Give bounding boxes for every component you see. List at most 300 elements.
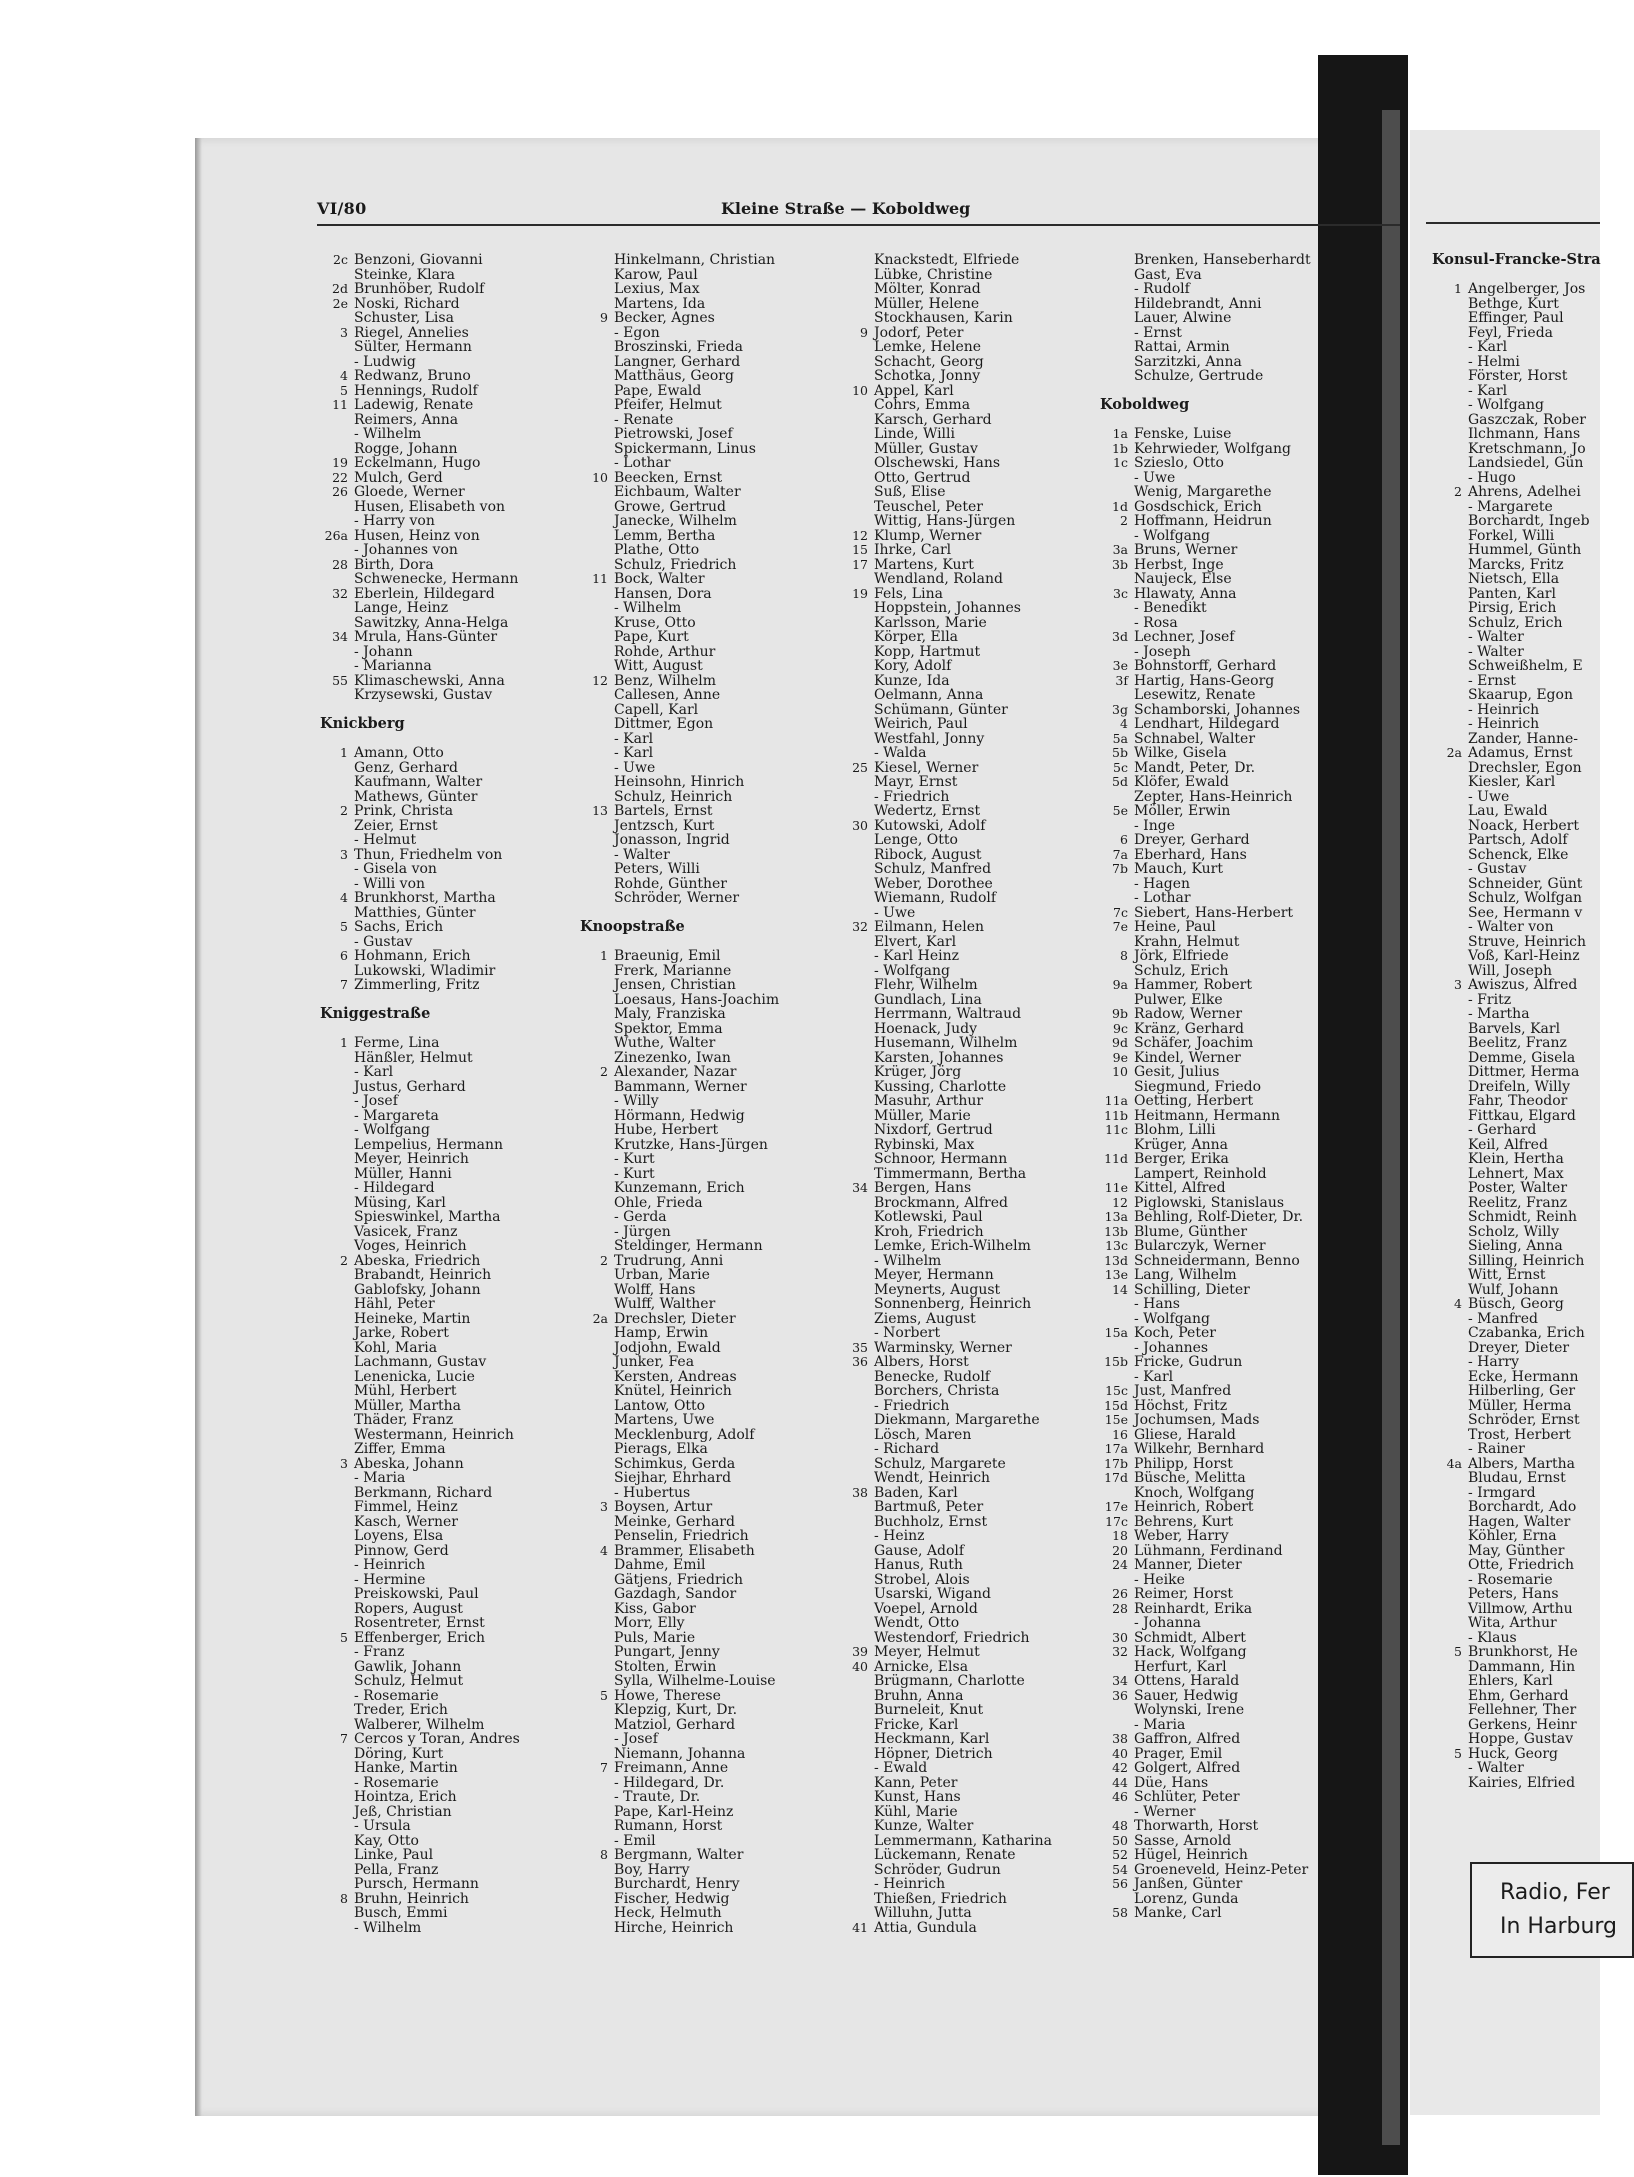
- directory-entry: [318, 572, 568, 587]
- resident-name: Voß, Karl-Heinz: [1468, 948, 1580, 964]
- resident-name: Köhler, Erna: [1468, 1528, 1557, 1544]
- directory-entry: [1432, 732, 1632, 747]
- directory-entry: [1432, 1573, 1632, 1588]
- directory-entry: [578, 1544, 828, 1559]
- resident-name: Lempelius, Hermann: [354, 1136, 504, 1153]
- directory-entry: [578, 1065, 828, 1080]
- resident-name: - Karl: [614, 745, 654, 761]
- resident-name: Wulff, Walther: [614, 1296, 716, 1312]
- directory-entry: [1432, 1428, 1632, 1443]
- directory-entry: [1432, 369, 1632, 384]
- resident-name: Fels, Lina: [874, 585, 943, 602]
- directory-entry: [1098, 1761, 1348, 1776]
- resident-name: - Hans: [1134, 1296, 1180, 1312]
- resident-name: - Hildegard, Dr.: [614, 1774, 725, 1791]
- directory-entry: [1432, 355, 1632, 370]
- house-number: 3g: [1112, 701, 1128, 717]
- resident-name: Kruse, Otto: [614, 614, 696, 631]
- directory-entry: [1432, 384, 1632, 399]
- resident-name: Wendt, Heinrich: [874, 1470, 991, 1486]
- resident-name: Klimaschewski, Anna: [354, 672, 505, 689]
- resident-name: Pape, Kurt: [614, 629, 689, 645]
- directory-entry: [1098, 891, 1348, 906]
- directory-entry: [318, 645, 568, 660]
- directory-entry: [578, 1181, 828, 1196]
- directory-entry: [1098, 833, 1348, 848]
- directory-entry: [578, 688, 828, 703]
- directory-entry: [578, 268, 828, 283]
- directory-entry: [838, 833, 1088, 848]
- house-number: 38: [1112, 1731, 1128, 1746]
- directory-entry: [318, 1312, 568, 1327]
- resident-name: Höpner, Dietrich: [874, 1745, 993, 1762]
- directory-entry: [318, 630, 568, 645]
- resident-name: Schulz, Erich: [1134, 962, 1229, 979]
- resident-name: Sasse, Arnold: [1134, 1832, 1232, 1849]
- directory-entry: [578, 442, 828, 457]
- resident-name: Frerk, Marianne: [614, 962, 732, 979]
- resident-name: Schlüter, Peter: [1134, 1789, 1240, 1805]
- directory-entry: [1098, 1399, 1348, 1414]
- directory-column-4: [1098, 253, 1348, 1921]
- directory-entry: [1098, 616, 1348, 631]
- resident-name: Justus, Gerhard: [354, 1078, 466, 1095]
- directory-entry: [318, 297, 568, 312]
- resident-name: - Werner: [1134, 1803, 1196, 1820]
- directory-entry: [578, 746, 828, 761]
- resident-name: Loesaus, Hans-Joachim: [614, 991, 780, 1008]
- directory-entry: [318, 587, 568, 602]
- directory-entry: [1432, 848, 1632, 863]
- directory-entry: [1432, 688, 1632, 703]
- resident-name: Prink, Christa: [354, 803, 454, 819]
- directory-entry: [1432, 1254, 1632, 1269]
- resident-name: Jonasson, Ingrid: [614, 832, 730, 848]
- directory-entry: [838, 1123, 1088, 1138]
- directory-entry: [578, 384, 828, 399]
- directory-entry: [578, 500, 828, 515]
- resident-name: Panten, Karl: [1468, 585, 1556, 602]
- resident-name: Wendt, Otto: [874, 1615, 960, 1631]
- house-number: 2: [340, 1252, 348, 1268]
- directory-entry: [578, 1210, 828, 1225]
- resident-name: Nietsch, Ella: [1468, 571, 1560, 587]
- street-heading: Koboldweg: [1100, 396, 1190, 413]
- directory-entry: [1432, 1051, 1632, 1066]
- house-number: 3e: [1112, 658, 1128, 673]
- directory-entry: [838, 906, 1088, 921]
- house-number: 5c: [1113, 759, 1128, 775]
- house-number: 16: [1112, 1426, 1128, 1442]
- resident-name: Cohrs, Emma: [874, 397, 971, 413]
- house-number: 34: [332, 629, 348, 644]
- directory-entry: [1098, 645, 1348, 660]
- resident-name: Herrmann, Waltraud: [874, 1006, 1022, 1022]
- resident-name: Wolynski, Irene: [1134, 1702, 1245, 1718]
- resident-name: Brabandt, Heinrich: [354, 1267, 492, 1283]
- directory-entry: [838, 1573, 1088, 1588]
- directory-entry: [318, 1457, 568, 1472]
- directory-entry: [578, 862, 828, 877]
- directory-entry: [578, 1094, 828, 1109]
- resident-name: Klein, Hertha: [1468, 1151, 1564, 1167]
- resident-name: - Benedikt: [1134, 600, 1207, 616]
- directory-entry: [838, 1254, 1088, 1269]
- directory-entry: [838, 1877, 1088, 1892]
- street-heading: Konsul-Francke-Stra: [1432, 251, 1601, 268]
- resident-name: Kopp, Hartmut: [874, 643, 981, 660]
- resident-name: Burchardt, Henry: [614, 1876, 740, 1892]
- resident-name: Ahrens, Adelhei: [1468, 484, 1581, 500]
- resident-name: Lampert, Reinhold: [1134, 1165, 1267, 1182]
- house-number: 30: [852, 817, 868, 833]
- resident-name: Wolff, Hans: [614, 1281, 696, 1298]
- directory-entry: [1098, 877, 1348, 892]
- house-number: 26a: [324, 527, 348, 543]
- directory-entry: [318, 949, 568, 964]
- resident-name: Bartels, Ernst: [614, 803, 713, 819]
- directory-entry: [1432, 1065, 1632, 1080]
- resident-name: Klepzig, Kurt, Dr.: [614, 1702, 738, 1718]
- resident-name: Poster, Walter: [1468, 1180, 1568, 1196]
- directory-entry: [1432, 1413, 1632, 1428]
- resident-name: Kroh, Friedrich: [874, 1223, 984, 1240]
- resident-name: Kretschmann, Jo: [1468, 440, 1586, 457]
- resident-name: Loyens, Elsa: [354, 1528, 444, 1544]
- resident-name: Voges, Heinrich: [354, 1238, 467, 1254]
- resident-name: Growe, Gertrud: [614, 498, 726, 515]
- directory-entry: [1432, 1515, 1632, 1530]
- resident-name: Hinkelmann, Christian: [614, 252, 776, 268]
- resident-name: Büsche, Melitta: [1134, 1470, 1246, 1486]
- resident-name: Gerkens, Heinr: [1468, 1716, 1577, 1733]
- directory-entry: [838, 340, 1088, 355]
- resident-name: - Gustav: [354, 933, 413, 950]
- resident-name: - Johann: [354, 643, 413, 660]
- resident-name: Bohnstorff, Gerhard: [1134, 658, 1277, 674]
- resident-name: Silling, Heinrich: [1468, 1252, 1585, 1269]
- resident-name: - Heinrich: [874, 1876, 946, 1892]
- directory-entry: [578, 1283, 828, 1298]
- house-number: 2d: [332, 281, 348, 296]
- resident-name: - Maria: [1134, 1716, 1186, 1733]
- house-number: 17a: [1104, 1441, 1128, 1456]
- resident-name: Heinrich, Robert: [1134, 1499, 1254, 1515]
- directory-entry: [318, 1529, 568, 1544]
- directory-entry: [1432, 1602, 1632, 1617]
- directory-entry: [318, 413, 568, 428]
- house-number: 9c: [1113, 1020, 1128, 1036]
- directory-entry: [1432, 1181, 1632, 1196]
- resident-name: Attia, Gundula: [874, 1919, 977, 1936]
- resident-name: Lau, Ewald: [1468, 803, 1548, 819]
- resident-name: Penselin, Friedrich: [614, 1528, 749, 1544]
- house-number: 30: [1112, 1629, 1128, 1645]
- directory-entry: [1098, 1558, 1348, 1573]
- directory-entry: [1432, 775, 1632, 790]
- directory-entry: [1098, 1776, 1348, 1791]
- directory-entry: [578, 1573, 828, 1588]
- resident-name: Jochumsen, Mads: [1134, 1412, 1260, 1428]
- resident-name: Jodjohn, Ewald: [614, 1339, 721, 1356]
- directory-entry: [1098, 1080, 1348, 1095]
- directory-entry: [318, 1573, 568, 1588]
- resident-name: Krzysewski, Gustav: [354, 687, 493, 703]
- house-number: 25: [852, 759, 868, 775]
- resident-name: Sylla, Wilhelme-Louise: [614, 1673, 776, 1689]
- resident-name: Lemke, Helene: [874, 339, 982, 355]
- resident-name: Thorwarth, Horst: [1134, 1818, 1259, 1834]
- directory-entry: [578, 674, 828, 689]
- directory-entry: [1098, 326, 1348, 341]
- resident-name: - Josef: [354, 1093, 398, 1109]
- directory-entry: [318, 1196, 568, 1211]
- house-number: 11e: [1104, 1180, 1128, 1195]
- resident-name: Voepel, Arnold: [874, 1600, 978, 1617]
- directory-entry: [1098, 1573, 1348, 1588]
- house-number: 15b: [1104, 1354, 1128, 1369]
- directory-entry: [1098, 340, 1348, 355]
- house-number: 15a: [1104, 1325, 1128, 1340]
- directory-entry: [318, 1268, 568, 1283]
- resident-name: Möller, Erwin: [1134, 803, 1231, 819]
- directory-entry: [838, 993, 1088, 1008]
- directory-entry: [1432, 282, 1632, 297]
- resident-name: Meyer, Hermann: [874, 1267, 994, 1283]
- directory-entry: [838, 1341, 1088, 1356]
- directory-entry: [578, 1152, 828, 1167]
- directory-entry: [318, 964, 568, 979]
- house-number: 9: [600, 310, 608, 325]
- directory-entry: [838, 1326, 1088, 1341]
- directory-entry: [1432, 1776, 1632, 1791]
- directory-entry: [1432, 993, 1632, 1008]
- resident-name: Hansen, Dora: [614, 585, 712, 602]
- resident-name: Zeier, Ernst: [354, 817, 438, 834]
- resident-name: Burneleit, Knut: [874, 1702, 984, 1718]
- resident-name: Kussing, Charlotte: [874, 1078, 1007, 1095]
- house-number: 2: [600, 1064, 608, 1079]
- directory-entry: [838, 1819, 1088, 1834]
- house-number: 38: [852, 1484, 868, 1500]
- resident-name: Rogge, Johann: [354, 440, 458, 457]
- resident-name: See, Hermann v: [1468, 904, 1583, 921]
- resident-name: - Karl: [354, 1064, 394, 1080]
- resident-name: Rohde, Arthur: [614, 643, 716, 660]
- resident-name: Döring, Kurt: [354, 1745, 444, 1762]
- house-number: 10: [1112, 1064, 1128, 1079]
- street-range-title: Kleine Straße — Koboldweg: [721, 199, 971, 218]
- resident-name: - Willi von: [354, 875, 426, 892]
- house-number: 4: [340, 890, 348, 905]
- resident-name: Wilke, Gisela: [1134, 745, 1227, 761]
- directory-entry: [1432, 674, 1632, 689]
- resident-name: Kairies, Elfried: [1468, 1774, 1576, 1791]
- directory-entry: [1432, 1036, 1632, 1051]
- resident-name: Lange, Heinz: [354, 600, 449, 616]
- resident-name: Gawlik, Johann: [354, 1658, 462, 1675]
- directory-entry: [578, 326, 828, 341]
- resident-name: Schäfer, Joachim: [1134, 1035, 1254, 1051]
- directory-entry: [318, 268, 568, 283]
- resident-name: Meyer, Helmut: [874, 1644, 980, 1660]
- resident-name: Jörk, Elfriede: [1134, 948, 1229, 964]
- directory-entry: [838, 1094, 1088, 1109]
- resident-name: Diekmann, Margarethe: [874, 1412, 1040, 1428]
- resident-name: Kiesler, Karl: [1468, 774, 1556, 790]
- binding-gutter: [1382, 110, 1400, 2145]
- directory-entry: [838, 1805, 1088, 1820]
- directory-entry: [578, 1109, 828, 1124]
- resident-name: Pulwer, Elke: [1134, 991, 1223, 1008]
- directory-entry: [838, 1718, 1088, 1733]
- resident-name: Kutowski, Adolf: [874, 817, 986, 834]
- resident-name: Berger, Erika: [1134, 1151, 1229, 1167]
- resident-name: May, Günther: [1468, 1542, 1565, 1559]
- resident-name: Bruhn, Anna: [874, 1687, 964, 1704]
- resident-name: Zinezenko, Iwan: [614, 1049, 731, 1066]
- house-number: 3f: [1115, 672, 1128, 688]
- directory-entry: [1432, 1703, 1632, 1718]
- resident-name: - Wilhelm: [354, 426, 422, 442]
- house-number: 19: [332, 455, 348, 470]
- resident-name: Feyl, Frieda: [1468, 324, 1553, 341]
- resident-name: Kunze, Ida: [874, 672, 950, 689]
- directory-entry: [318, 1109, 568, 1124]
- directory-entry: [838, 1558, 1088, 1573]
- directory-entry: [318, 1471, 568, 1486]
- resident-name: Fellehner, Ther: [1468, 1702, 1577, 1718]
- directory-entry: [318, 1761, 568, 1776]
- directory-entry: [838, 1283, 1088, 1298]
- resident-name: Herfurt, Karl: [1134, 1658, 1227, 1675]
- directory-entry: [838, 1167, 1088, 1182]
- house-number: 3: [600, 1499, 608, 1514]
- directory-entry: [318, 485, 568, 500]
- house-number: 7: [600, 1760, 608, 1775]
- house-number: 3d: [1112, 629, 1128, 644]
- resident-name: - Heinrich: [354, 1557, 426, 1573]
- resident-name: Meyer, Heinrich: [354, 1151, 469, 1167]
- house-number: 7b: [1112, 861, 1128, 876]
- directory-entry: [1098, 1312, 1348, 1327]
- resident-name: Lantow, Otto: [614, 1397, 706, 1414]
- resident-name: Kittel, Alfred: [1134, 1180, 1226, 1196]
- resident-name: - Helmi: [1468, 353, 1520, 370]
- resident-name: Stolten, Erwin: [614, 1658, 717, 1675]
- directory-entry: [1432, 500, 1632, 515]
- house-number: 26: [332, 484, 348, 499]
- directory-entry: [578, 761, 828, 776]
- resident-name: Dammann, Hin: [1468, 1658, 1576, 1675]
- directory-entry: [838, 1515, 1088, 1530]
- house-number: 42: [1112, 1760, 1128, 1775]
- directory-entry: [838, 703, 1088, 718]
- resident-name: - Friedrich: [874, 788, 950, 805]
- directory-entry: [838, 413, 1088, 428]
- directory-entry: [318, 1225, 568, 1240]
- resident-name: Kiesel, Werner: [874, 759, 979, 776]
- resident-name: Rattai, Armin: [1134, 339, 1230, 355]
- resident-name: Schamborski, Johannes: [1134, 701, 1301, 718]
- resident-name: Spektor, Emma: [614, 1020, 723, 1037]
- directory-entry: [1098, 1892, 1348, 1907]
- directory-entry: [1098, 674, 1348, 689]
- resident-name: - Walter von: [1468, 919, 1554, 935]
- resident-name: Amann, Otto: [354, 745, 444, 761]
- directory-entry: [838, 1109, 1088, 1124]
- directory-entry: [1098, 1877, 1348, 1892]
- directory-entry: [318, 1442, 568, 1457]
- directory-entry: [838, 369, 1088, 384]
- directory-entry: [1432, 1167, 1632, 1182]
- directory-entry: [578, 978, 828, 993]
- house-number: 20: [1112, 1542, 1128, 1558]
- directory-entry: [318, 558, 568, 573]
- resident-name: Genz, Gerhard: [354, 759, 458, 776]
- resident-name: Gundlach, Lina: [874, 991, 982, 1008]
- resident-name: Müller, Helene: [874, 295, 980, 312]
- directory-entry: [578, 1123, 828, 1138]
- resident-name: Hagen, Walter: [1468, 1513, 1571, 1530]
- resident-name: Wittig, Hans-Jürgen: [874, 513, 1016, 529]
- directory-entry: [1098, 703, 1348, 718]
- directory-entry: [1432, 1587, 1632, 1602]
- resident-name: Kunst, Hans: [874, 1789, 961, 1805]
- resident-name: Mrula, Hans-Günter: [354, 629, 498, 645]
- resident-name: Sülter, Hermann: [354, 339, 472, 355]
- house-number: 11c: [1105, 1122, 1128, 1137]
- directory-entry: [1432, 1341, 1632, 1356]
- directory-entry: [838, 529, 1088, 544]
- directory-entry: [318, 1544, 568, 1559]
- directory-entry: [838, 543, 1088, 558]
- directory-entry: [838, 949, 1088, 964]
- directory-entry: [318, 1138, 568, 1153]
- directory-entry: [318, 355, 568, 370]
- resident-name: Gätjens, Friedrich: [614, 1571, 744, 1588]
- resident-name: Fittkau, Elgard: [1468, 1107, 1576, 1124]
- house-number: 54: [1112, 1861, 1128, 1877]
- directory-entry: [1098, 543, 1348, 558]
- house-number: 5e: [1112, 803, 1128, 818]
- resident-name: Janecke, Wilhelm: [614, 513, 737, 529]
- house-number: 4: [600, 1542, 608, 1558]
- directory-entry: [1432, 1312, 1632, 1327]
- house-number: 3: [1454, 977, 1462, 992]
- directory-entry: [838, 920, 1088, 935]
- resident-name: Stockhausen, Karin: [874, 310, 1013, 326]
- resident-name: Otto, Gertrud: [874, 469, 971, 486]
- house-number: 7a: [1112, 846, 1128, 862]
- directory-entry: [578, 1080, 828, 1095]
- directory-entry: [318, 1254, 568, 1269]
- directory-entry: [318, 442, 568, 457]
- directory-entry: [1432, 1718, 1632, 1733]
- house-number: 11a: [1104, 1093, 1128, 1108]
- directory-entry: [838, 616, 1088, 631]
- resident-name: Partsch, Adolf: [1468, 832, 1568, 848]
- directory-entry: [318, 1384, 568, 1399]
- house-number: 55: [332, 672, 348, 688]
- resident-name: Witt, Ernst: [1468, 1267, 1546, 1283]
- resident-name: Redwanz, Bruno: [354, 368, 471, 384]
- resident-name: Müller, Herma: [1468, 1397, 1572, 1414]
- resident-name: Mölter, Konrad: [874, 281, 981, 297]
- resident-name: Ihrke, Carl: [874, 542, 952, 558]
- resident-name: Siebert, Hans-Herbert: [1134, 904, 1294, 921]
- directory-entry: [1432, 906, 1632, 921]
